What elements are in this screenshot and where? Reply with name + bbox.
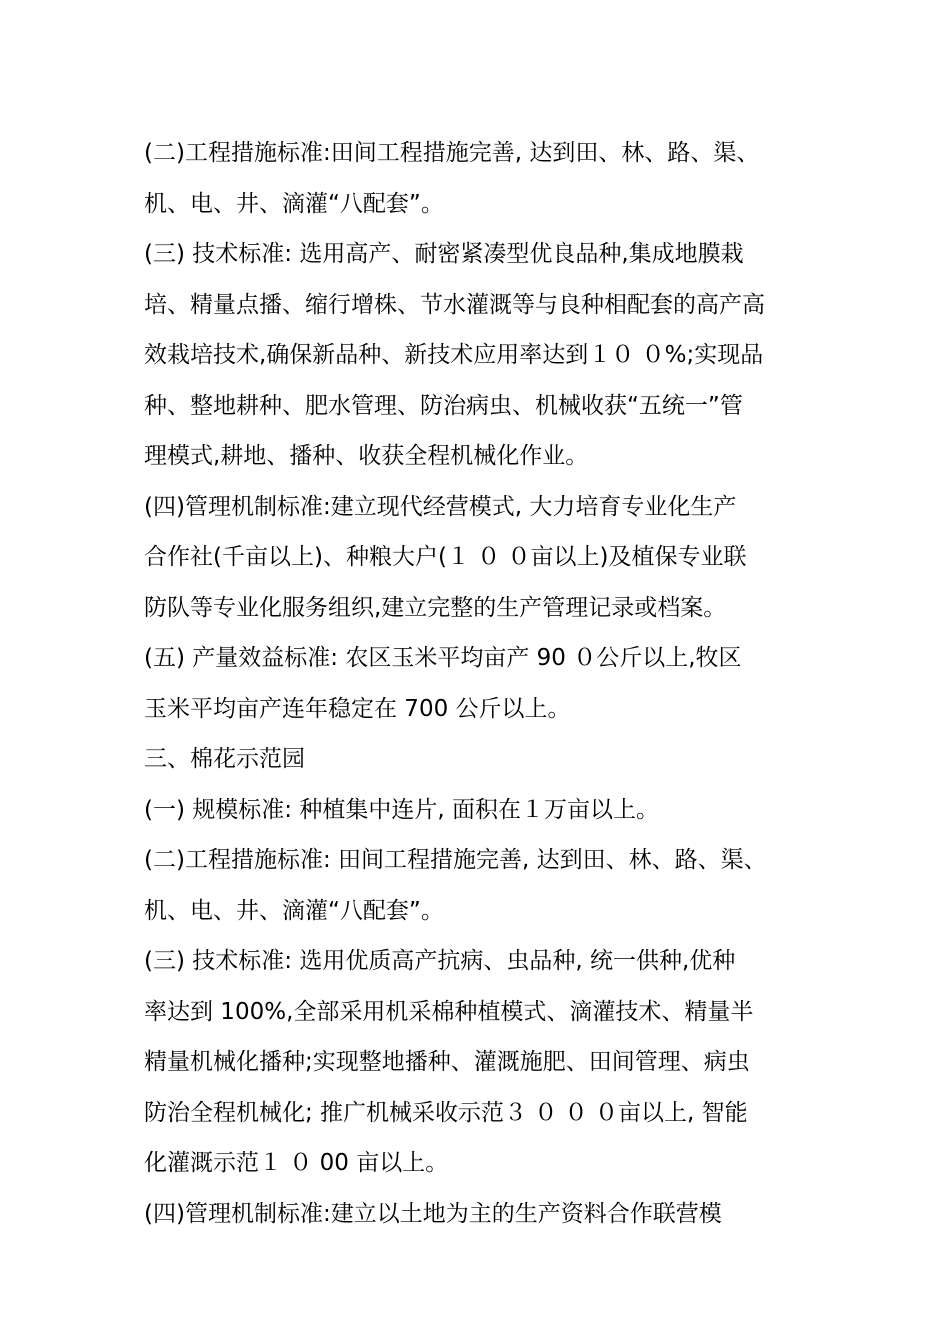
text-line: 化灌溉示范１ ０ 00 亩以上。 bbox=[144, 1150, 449, 1176]
text-line: 效栽培技术,确保新品种、新技术应用率达到１０ ０%;实现品 bbox=[144, 342, 764, 368]
text-line: 理模式,耕地、播种、收获全程机械化作业。 bbox=[144, 443, 589, 469]
text-line: (二)工程措施标准:田间工程措施完善, 达到田、林、路、渠、 bbox=[144, 140, 760, 166]
text-line: 防队等专业化服务组织,建立完整的生产管理记录或档案。 bbox=[144, 594, 727, 621]
text-line: 率达到 100%,全部采用机采棉种植模式、滴灌技术、精量半 bbox=[144, 998, 754, 1025]
text-line: (一) 规模标准: 种植集中连片, 面积在１万亩以上。 bbox=[144, 796, 659, 823]
text-line: 精量机械化播种;实现整地播种、灌溉施肥、田间管理、病虫 bbox=[144, 1049, 750, 1075]
text-line: 机、电、井、滴灌“八配套”。 bbox=[144, 190, 444, 217]
section-heading: 三、棉花示范园 bbox=[144, 746, 305, 772]
text-line: (四)管理机制标准:建立现代经营模式, 大力培育专业化生产 bbox=[144, 493, 737, 520]
text-line: 防治全程机械化; 推广机械采收示范３ ０ ０ ０亩以上, 智能 bbox=[144, 1099, 748, 1126]
text-line: 合作社(千亩以上)、种粮大户(１ ０ ０亩以上)及植保专业联 bbox=[144, 544, 747, 570]
text-line: 培、精量点播、缩行增株、节水灌溉等与良种相配套的高产高 bbox=[144, 291, 765, 318]
text-line: 种、整地耕种、肥水管理、防治病虫、机械收获“五统一”管 bbox=[144, 392, 743, 419]
text-line: (四)管理机制标准:建立以土地为主的生产资料合作联营模 bbox=[144, 1200, 722, 1227]
text-line: (二)工程措施标准: 田间工程措施完善, 达到田、林、路、渠、 bbox=[144, 847, 767, 873]
text-line: 玉米平均亩产连年稳定在 700 公斤以上。 bbox=[144, 695, 571, 722]
text-line: (三) 技术标准: 选用高产、耐密紧凑型优良品种,集成地膜栽 bbox=[144, 241, 744, 267]
text-line: (三) 技术标准: 选用优质高产抗病、虫品种, 统一供种,优种 bbox=[144, 948, 736, 974]
text-line: 机、电、井、滴灌“八配套”。 bbox=[144, 897, 444, 924]
text-line: (五) 产量效益标准: 农区玉米平均亩产 90 ０公斤以上,牧区 bbox=[144, 645, 742, 671]
